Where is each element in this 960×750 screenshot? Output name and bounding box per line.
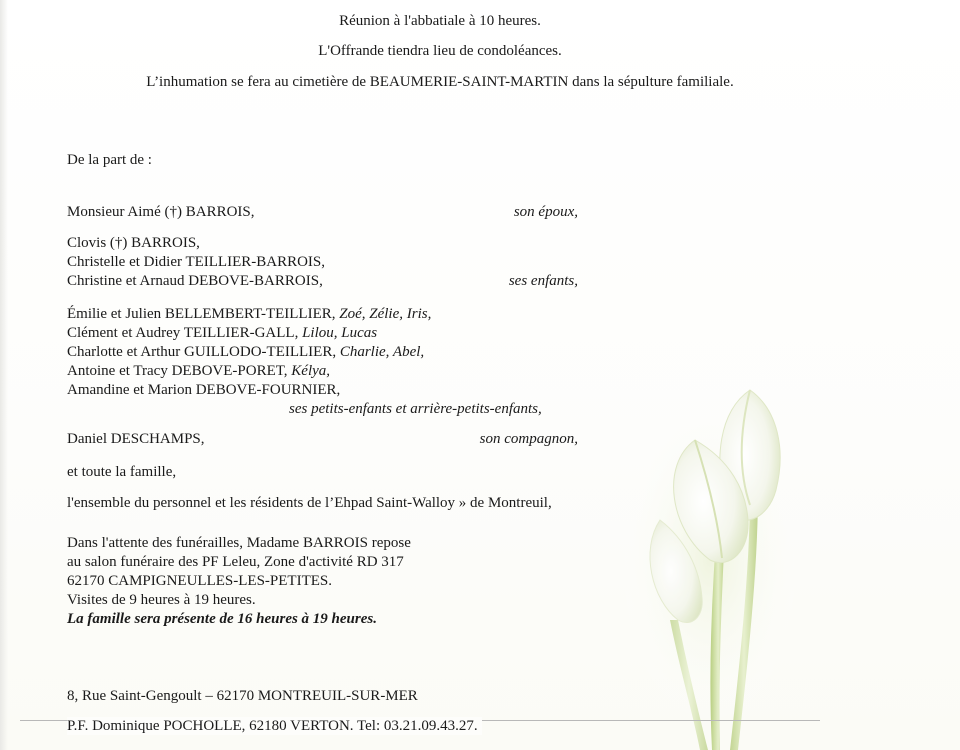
family-intro: De la part de :	[67, 152, 152, 168]
child-name: Christine et Arnaud DEBOVE-BARROIS,	[67, 273, 323, 289]
grandchild-family	[67, 381, 340, 399]
offering-line: L'Offrande tiendra lieu de condoléances.	[318, 43, 562, 59]
family-presence: La famille sera présente de 16 heures à 19 heures.	[67, 611, 377, 627]
grandchildren-role: ses petits-enfants et arrière-petits-enfants,	[289, 401, 542, 417]
grandchild-parents: Émilie et Julien BELLEMBERT-TEILLIER,	[67, 306, 336, 322]
companion-name: Daniel DESCHAMPS,	[67, 431, 205, 447]
scan-edge-shadow	[0, 0, 8, 750]
grandchild-family	[67, 362, 330, 380]
visitation-line: Dans l'attente des funérailles, Madame BARROIS repose	[67, 535, 411, 551]
grandchild-kids: Charlie, Abel,	[339, 344, 425, 360]
visitation-hours: Visites de 9 heures à 19 heures.	[67, 592, 256, 608]
ceremony-line: Réunion à l'abbatiale à 10 heures.	[339, 13, 541, 29]
whole-family: et toute la famille,	[67, 464, 177, 480]
burial-line: L’inhumation se fera au cimetière de BEAUMERIE-SAINT-MARTIN dans la sépulture familiale.	[146, 74, 734, 90]
staff-line: l'ensemble du personnel et les résidents de l’Ehpad Saint-Walloy » de Montreuil,	[67, 495, 552, 511]
child-name: Clovis (†) BARROIS,	[67, 235, 200, 251]
companion-role: son compagnon,	[479, 431, 578, 447]
grandchild-parents: Clément et Audrey TEILLIER-GALL,	[67, 325, 299, 341]
grandchild-kids: Kélya,	[291, 363, 331, 379]
children-role: ses enfants,	[508, 273, 578, 289]
visitation-line: au salon funéraire des PF Leleu, Zone d'activité RD 317	[67, 554, 404, 570]
grandchild-parents: Charlotte et Arthur GUILLODO-TEILLIER,	[67, 344, 337, 360]
grandchild-parents: Amandine et Marion DEBOVE-FOURNIER,	[67, 382, 341, 398]
child-name: Christelle et Didier TEILLIER-BARROIS,	[67, 254, 326, 270]
grandchild-kids: Zoé, Zélie, Iris,	[339, 306, 432, 322]
spouse-role: son époux,	[513, 204, 578, 220]
grandchild-family	[67, 343, 424, 361]
grandchild-family	[67, 305, 431, 323]
spouse-name: Monsieur Aimé (†) BARROIS,	[67, 204, 255, 220]
funeral-director-contact: P.F. Dominique POCHOLLE, 62180 VERTON. Tel: 03.21.09.43.27.	[67, 717, 482, 735]
funeral-home-address: 8, Rue Saint-Gengoult – 62170 MONTREUIL-SUR-MER	[67, 688, 418, 704]
grandchild-family	[67, 324, 377, 342]
grandchild-parents: Antoine et Tracy DEBOVE-PORET,	[67, 363, 288, 379]
grandchild-kids: Lilou, Lucas	[302, 325, 378, 341]
calla-lily-illustration	[600, 370, 800, 750]
visitation-line: 62170 CAMPIGNEULLES-LES-PETITES.	[67, 573, 332, 589]
